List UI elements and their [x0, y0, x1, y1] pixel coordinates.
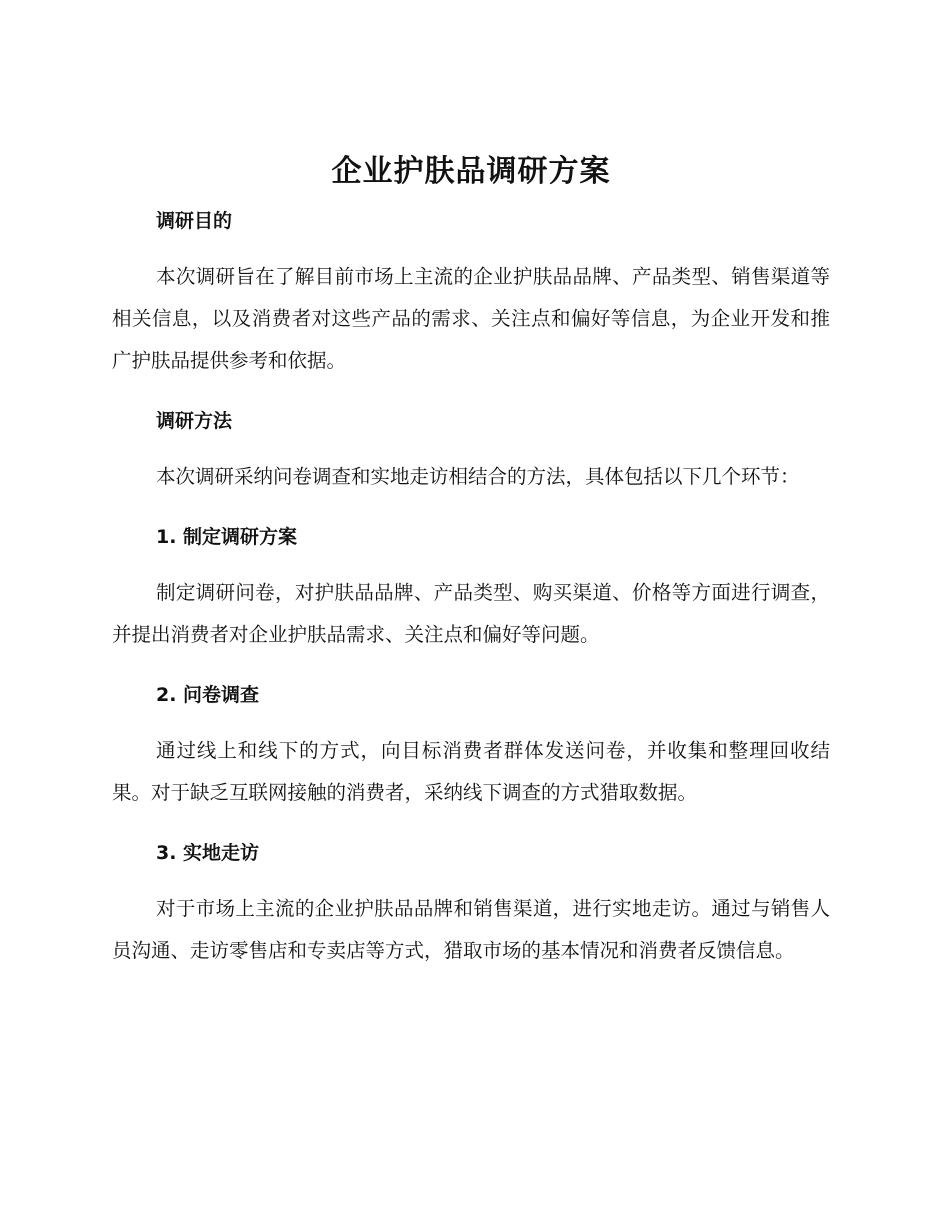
- section-purpose: [112, 206, 830, 382]
- section-paragraph: 制定调研问卷，对护肤品品牌、产品类型、购买渠道、价格等方面进行调查，并提出消费者对企业护肤品需求、关注点和偏好等问题。: [112, 581, 830, 646]
- section-step-1: [112, 522, 830, 656]
- section-heading: 2. 问卷调查: [156, 684, 260, 706]
- section-method: [112, 406, 830, 498]
- section-heading: 调研目的: [156, 210, 233, 232]
- section-step-2: [112, 680, 830, 814]
- section-heading: 调研方法: [156, 410, 233, 432]
- section-paragraph: 通过线上和线下的方式，向目标消费者群体发送问卷，并收集和整理回收结果。对于缺乏互联网接触的消费者，采纳线下调查的方式猎取数据。: [112, 739, 830, 804]
- section-heading: 1. 制定调研方案: [156, 526, 298, 548]
- section-paragraph: 本次调研采纳问卷调查和实地走访相结合的方法，具体包括以下几个环节：: [156, 465, 800, 488]
- section-heading: 3. 实地走访: [156, 842, 260, 864]
- document-title: 企业护肤品调研方案: [331, 154, 611, 189]
- document-page: [112, 150, 830, 972]
- section-step-3: [112, 838, 830, 972]
- section-paragraph: 对于市场上主流的企业护肤品品牌和销售渠道，进行实地走访。通过与销售人员沟通、走访零售店和专卖店等方式，猎取市场的基本情况和消费者反馈信息。: [112, 897, 830, 962]
- section-paragraph: 本次调研旨在了解目前市场上主流的企业护肤品品牌、产品类型、销售渠道等相关信息，以及消费者对这些产品的需求、关注点和偏好等信息，为企业开发和推广护肤品提供参考和依据。: [112, 265, 830, 372]
